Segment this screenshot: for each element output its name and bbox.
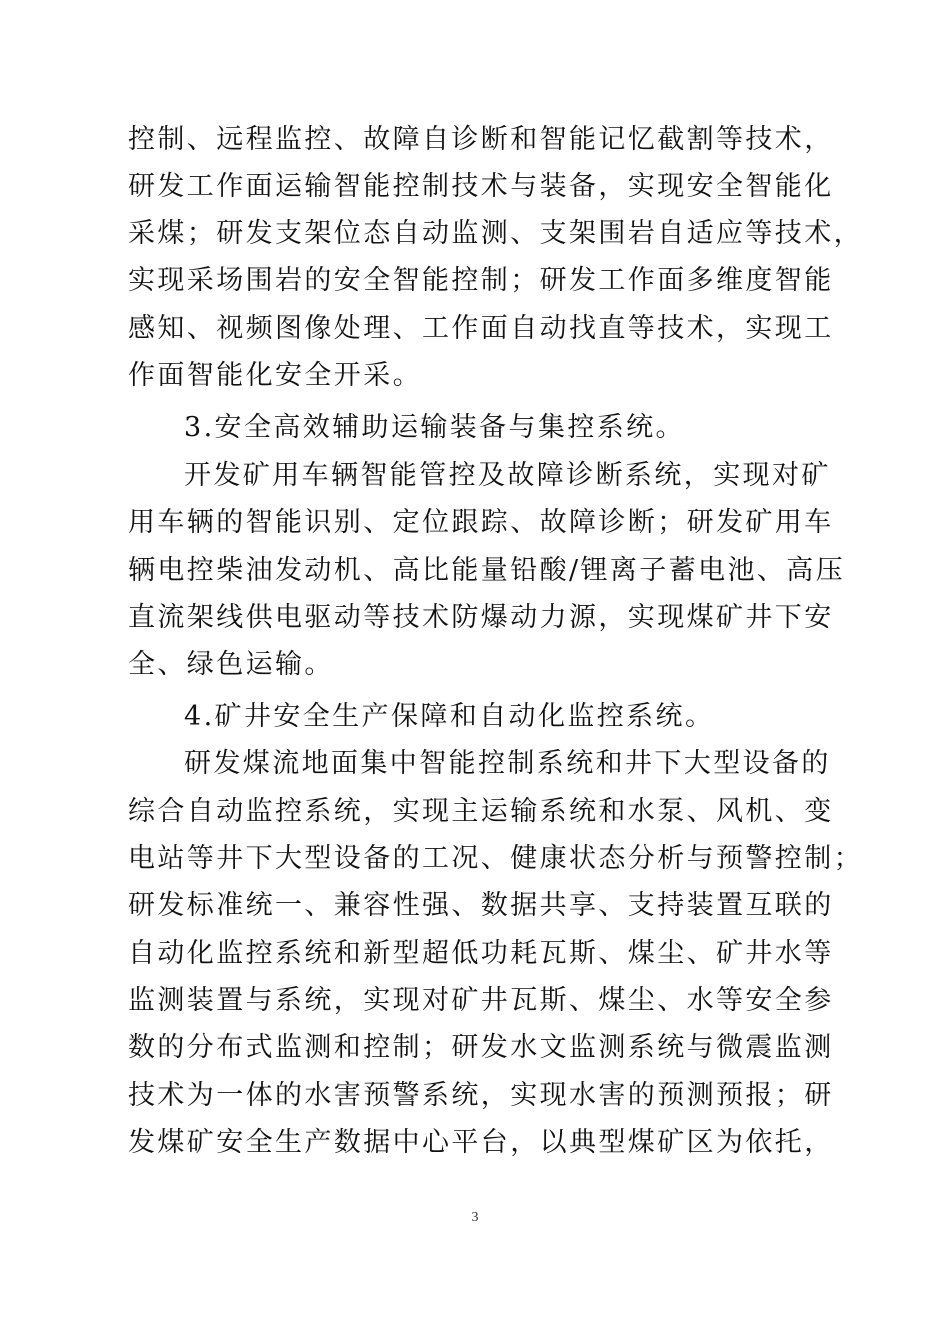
- section-heading: 3.安全高效辅助运输装备与集控系统。: [184, 412, 685, 443]
- text-line: 数的分布式监测和控制；研发水文监测系统与微震监测: [128, 1032, 834, 1063]
- page-number: 3: [471, 1210, 479, 1225]
- text-line: 用车辆的智能识别、定位跟踪、故障诊断；研发矿用车: [128, 507, 834, 538]
- text-line: 综合自动监控系统，实现主运输系统和水泵、风机、变: [128, 796, 834, 827]
- text-line: 辆电控柴油发动机、高比能量铅酸/锂离子蓄电池、高压: [128, 555, 846, 586]
- text-line: 控制、远程监控、故障自诊断和智能记忆截割等技术，: [128, 124, 834, 155]
- text-line: 发煤矿安全生产数据中心平台，以典型煤矿区为依托，: [128, 1127, 834, 1158]
- text-line: 监测装置与系统，实现对矿井瓦斯、煤尘、水等安全参: [128, 985, 834, 1016]
- text-line: 作面智能化安全开采。: [128, 360, 422, 391]
- text-line: 研发煤流地面集中智能控制系统和井下大型设备的: [184, 748, 831, 779]
- text-line: 采煤；研发支架位态自动监测、支架围岩自适应等技术，: [128, 218, 863, 249]
- text-line: 技术为一体的水害预警系统，实现水害的预测预报；研: [128, 1080, 834, 1111]
- text-line: 开发矿用车辆智能管控及故障诊断系统，实现对矿: [184, 460, 831, 491]
- text-line: 全、绿色运输。: [128, 649, 334, 680]
- text-line: 直流架线供电驱动等技术防爆动力源，实现煤矿井下安: [128, 602, 834, 633]
- text-line: 研发工作面运输智能控制技术与装备，实现安全智能化: [128, 171, 834, 202]
- text-line: 自动化监控系统和新型超低功耗瓦斯、煤尘、矿井水等: [128, 938, 834, 969]
- section-heading: 4.矿井安全生产保障和自动化监控系统。: [184, 701, 715, 732]
- text-line: 研发标准统一、兼容性强、数据共享、支持装置互联的: [128, 890, 834, 921]
- text-line: 电站等井下大型设备的工况、健康状态分析与预警控制；: [128, 843, 863, 874]
- text-line: 实现采场围岩的安全智能控制；研发工作面多维度智能: [128, 265, 834, 296]
- text-line: 感知、视频图像处理、工作面自动找直等技术，实现工: [128, 313, 834, 344]
